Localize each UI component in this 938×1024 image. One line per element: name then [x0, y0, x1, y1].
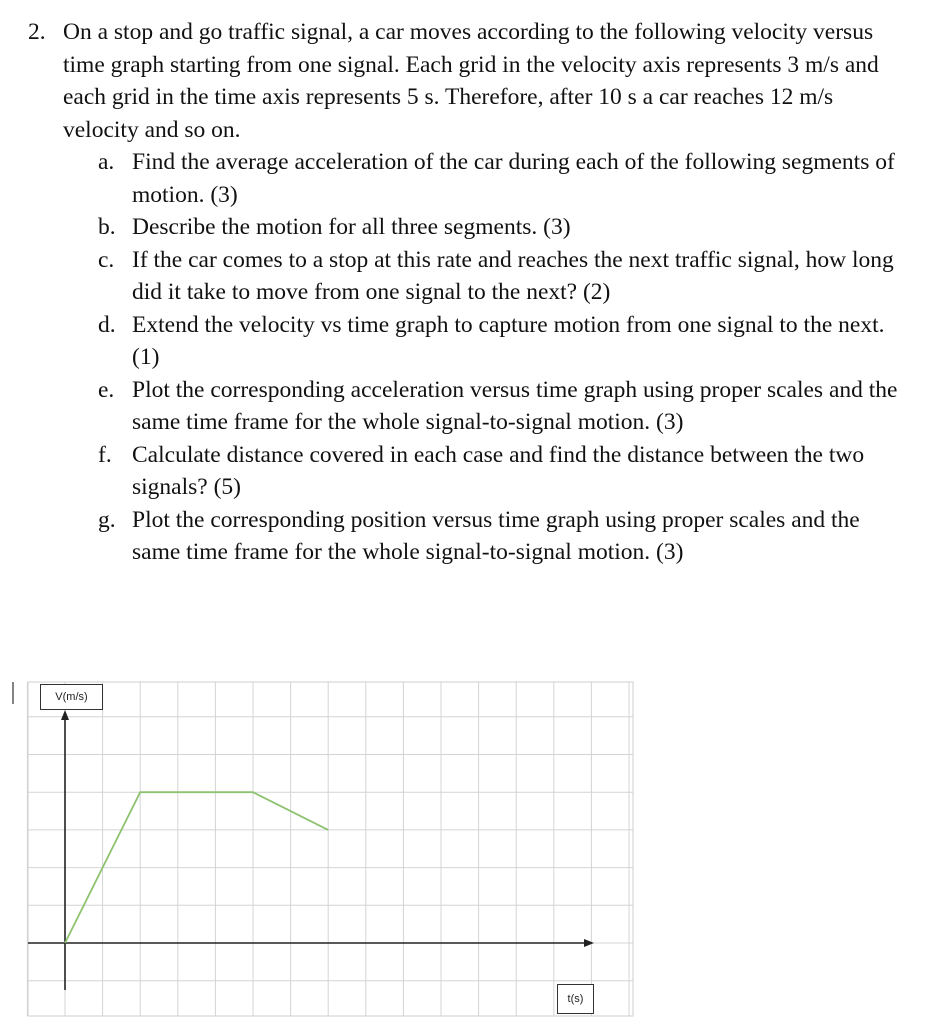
- part-text: Find the average acceleration of the car during each of the following segments of motion. (3): [132, 149, 895, 208]
- part-text: Plot the corresponding position versus time graph using proper scales and the same time frame for the whole signal-to-signal motion. (3): [132, 506, 860, 565]
- grid: [13, 682, 633, 1016]
- question-number: 2.: [28, 19, 46, 45]
- part-letter: a.: [98, 149, 115, 175]
- part-letter: e.: [98, 376, 115, 403]
- part-f: [98, 439, 908, 504]
- part-letter: c.: [98, 246, 115, 273]
- part-b: [98, 211, 908, 244]
- question-text: On a stop and go traffic signal, a car moves according to the following velocity versus time graph starting from one signal. Each grid in the velocity axis represents 3 m/s and each grid in the time axis represents 5 s. Therefore, after 10 s a car reaches 12 m/s velocity and so on.: [63, 19, 879, 143]
- part-text: Calculate distance covered in each case and find the distance between the two signals? (5): [132, 441, 865, 500]
- x-axis-label: t(s): [557, 984, 594, 1014]
- question-block: [28, 16, 908, 569]
- y-axis-arrow: [61, 710, 69, 720]
- question-parts: [98, 146, 908, 569]
- part-d: [98, 309, 908, 374]
- grid-border: [28, 682, 633, 1016]
- part-text: Extend the velocity vs time graph to capture motion from one signal to the next. (1): [132, 311, 885, 370]
- velocity-time-graph: [0, 660, 938, 1024]
- axes: [28, 710, 594, 990]
- part-letter: d.: [98, 311, 116, 338]
- part-c: [98, 244, 908, 309]
- part-e: [98, 374, 908, 439]
- question-header: [28, 16, 908, 146]
- part-text: If the car comes to a stop at this rate and reaches the next traffic signal, how long did it take to move from one signal to the next? (2): [132, 246, 894, 305]
- graph-canvas: [0, 660, 938, 1024]
- x-axis-arrow: [584, 939, 594, 947]
- part-g: [98, 504, 908, 569]
- part-letter: b.: [98, 214, 116, 240]
- part-text: Plot the corresponding acceleration versus time graph using proper scales and the same time frame for the whole signal-to-signal motion. (3): [132, 376, 898, 435]
- part-letter: f.: [98, 441, 112, 468]
- part-text: Describe the motion for all three segments. (3): [132, 214, 571, 240]
- part-a: [98, 146, 908, 211]
- part-letter: g.: [98, 506, 116, 533]
- y-axis-label: V(m/s): [40, 684, 103, 710]
